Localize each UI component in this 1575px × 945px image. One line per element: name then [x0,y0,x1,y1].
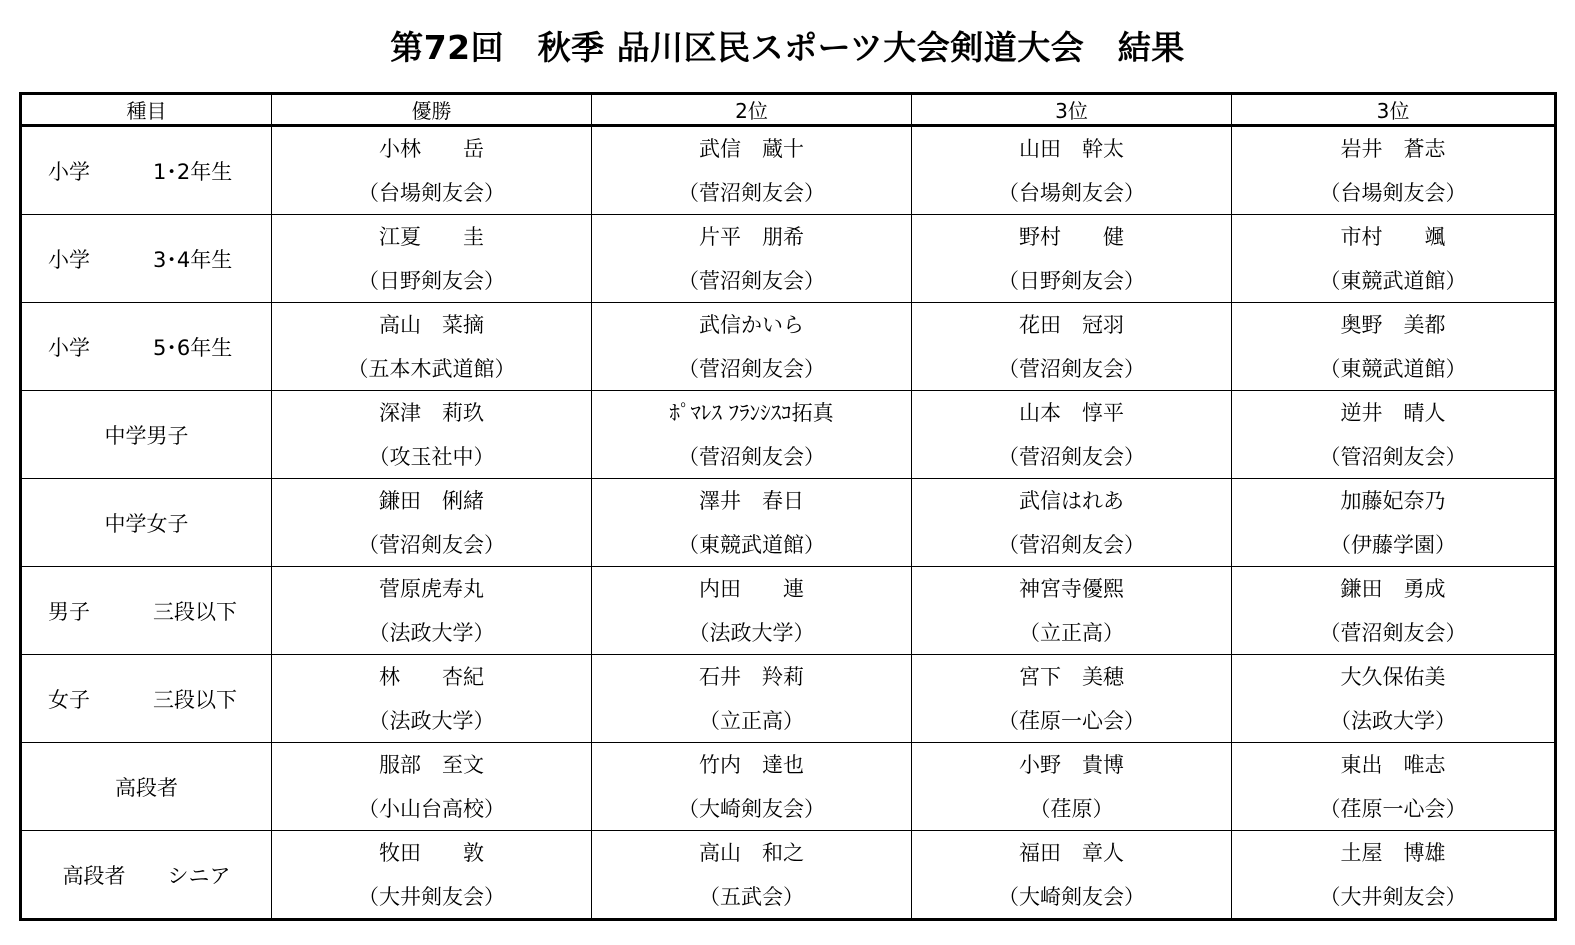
result-cell-second [592,126,912,215]
header-third-a: 3位 [912,94,1232,126]
competitor-name: 高山 和之 [699,840,804,865]
club-name: （菅沼剣友会） [678,268,825,293]
header-second: 2位 [592,94,912,126]
event-category: 小学 1･2年生 [21,126,272,215]
result-cell-third-a [912,215,1232,303]
club-name: （菅沼剣友会） [678,180,825,205]
competitor-name: 林 杏紀 [379,664,484,689]
result-cell-second [592,655,912,743]
result-cell-winner [272,126,592,215]
competitor-name: 逆井 晴人 [1340,400,1446,425]
table-row [21,743,1556,831]
club-name: （菅沼剣友会） [358,532,505,557]
club-name: （大崎剣友会） [678,796,825,821]
result-cell-second [592,303,912,391]
club-name: （日野剣友会） [998,268,1145,293]
competitor-name: ﾎﾟﾏﾚｽ ﾌﾗﾝｼｽｺ拓真 [669,400,834,425]
result-cell-third-b [1232,215,1556,303]
result-cell-third-b [1232,391,1556,479]
header-row [21,94,1556,126]
result-cell-winner [272,479,592,567]
result-cell-third-b [1232,303,1556,391]
result-cell-second [592,215,912,303]
competitor-name: 牧田 敦 [379,840,484,865]
header-third-b: 3位 [1232,94,1556,126]
club-name: （東競武道館） [678,532,825,557]
table-row [21,303,1556,391]
competitor-name: 澤井 春日 [699,488,804,513]
result-cell-third-a [912,743,1232,831]
result-cell-third-a [912,655,1232,743]
competitor-name: 市村 颯 [1340,224,1446,249]
club-name: （立正高） [1019,620,1124,645]
competitor-name: 内田 連 [699,576,804,601]
club-name: （五本木武道館） [347,356,516,381]
competitor-name: 神宮寺優熙 [1019,576,1124,601]
result-cell-third-b [1232,479,1556,567]
club-name: （法政大学） [368,708,495,733]
result-cell-third-b [1232,567,1556,655]
result-cell-third-b [1232,655,1556,743]
club-name: （菅沼剣友会） [678,356,825,381]
result-cell-winner [272,743,592,831]
results-table [19,92,1557,921]
table-row [21,126,1556,215]
competitor-name: 宮下 美穂 [1019,664,1124,689]
competitor-name: 江夏 圭 [379,224,484,249]
competitor-name: 竹内 達也 [699,752,804,777]
competitor-name: 花田 冠羽 [1019,312,1124,337]
table-row [21,391,1556,479]
result-cell-second [592,391,912,479]
competitor-name: 山本 惇平 [1019,400,1124,425]
result-cell-second [592,743,912,831]
club-name: （伊藤学園） [1330,532,1456,557]
result-cell-winner [272,831,592,920]
competitor-name: 武信 蔵十 [699,136,804,161]
result-cell-winner [272,215,592,303]
competitor-name: 武信かいら [699,312,804,337]
club-name: （法政大学） [368,620,495,645]
club-name: （小山台高校） [358,796,505,821]
event-category: 中学女子 [21,479,272,567]
page-title: 第72回 秋季 品川区民スポーツ大会剣道大会 結果 [390,28,1185,67]
header-winner: 優勝 [272,94,592,126]
result-cell-third-b [1232,831,1556,920]
result-cell-winner [272,391,592,479]
table-row [21,831,1556,920]
competitor-name: 菅原虎寿丸 [379,576,484,601]
club-name: （管沼剣友会） [1319,444,1467,469]
club-name: （日野剣友会） [358,268,505,293]
club-name: （東競武道館） [1319,356,1467,381]
competitor-name: 福田 章人 [1019,840,1124,865]
competitor-name: 奥野 美都 [1340,312,1446,337]
result-cell-third-a [912,831,1232,920]
result-cell-third-a [912,126,1232,215]
club-name: （菅沼剣友会） [678,444,825,469]
competitor-name: 野村 健 [1019,224,1124,249]
table-row [21,655,1556,743]
competitor-name: 高山 菜摘 [379,312,484,337]
competitor-name: 加藤妃奈乃 [1340,488,1446,513]
club-name: （荏原一心会） [998,708,1145,733]
result-cell-third-b [1232,126,1556,215]
result-cell-second [592,831,912,920]
club-name: （攻玉社中） [368,444,495,469]
result-cell-third-a [912,479,1232,567]
table-row [21,215,1556,303]
event-category: 小学 5･6年生 [21,303,272,391]
competitor-name: 小野 貴博 [1019,752,1124,777]
result-cell-second [592,479,912,567]
club-name: （立正高） [699,708,804,733]
competitor-name: 東出 唯志 [1340,752,1446,777]
club-name: （法政大学） [1330,708,1456,733]
competitor-name: 武信はれあ [1019,488,1124,513]
table-row [21,479,1556,567]
result-cell-winner [272,655,592,743]
table-row [21,567,1556,655]
club-name: （五武会） [699,884,804,909]
club-name: （菅沼剣友会） [998,356,1145,381]
club-name: （台場剣友会） [358,180,505,205]
competitor-name: 石井 羚莉 [699,664,804,689]
event-category: 男子 三段以下 [21,567,272,655]
result-cell-third-a [912,567,1232,655]
club-name: （東競武道館） [1319,268,1467,293]
club-name: （台場剣友会） [998,180,1145,205]
competitor-name: 鎌田 勇成 [1340,576,1446,601]
club-name: （菅沼剣友会） [998,444,1145,469]
competitor-name: 大久保佑美 [1340,664,1446,689]
competitor-name: 鎌田 俐緒 [379,488,484,513]
result-cell-third-a [912,391,1232,479]
header-event: 種目 [21,94,272,126]
club-name: （荏原一心会） [1319,796,1467,821]
club-name: （荏原） [1029,796,1114,821]
result-cell-third-b [1232,743,1556,831]
event-category: 小学 3･4年生 [21,215,272,303]
competitor-name: 片平 朋希 [699,224,804,249]
competitor-name: 服部 至文 [379,752,484,777]
competitor-name: 土屋 博雄 [1340,840,1446,865]
event-category: 高段者 [21,743,272,831]
club-name: （台場剣友会） [1319,180,1467,205]
competitor-name: 岩井 蒼志 [1340,136,1446,161]
competitor-name: 深津 莉玖 [379,400,484,425]
event-category: 高段者 シニア [21,831,272,920]
club-name: （大崎剣友会） [998,884,1145,909]
club-name: （大井剣友会） [358,884,505,909]
club-name: （大井剣友会） [1319,884,1467,909]
competitor-name: 小林 岳 [379,136,484,161]
result-cell-winner [272,567,592,655]
event-category: 中学男子 [21,391,272,479]
competitor-name: 山田 幹太 [1019,136,1124,161]
club-name: （菅沼剣友会） [1319,620,1467,645]
result-cell-second [592,567,912,655]
result-cell-winner [272,303,592,391]
club-name: （菅沼剣友会） [998,532,1145,557]
event-category: 女子 三段以下 [21,655,272,743]
result-cell-third-a [912,303,1232,391]
club-name: （法政大学） [688,620,815,645]
